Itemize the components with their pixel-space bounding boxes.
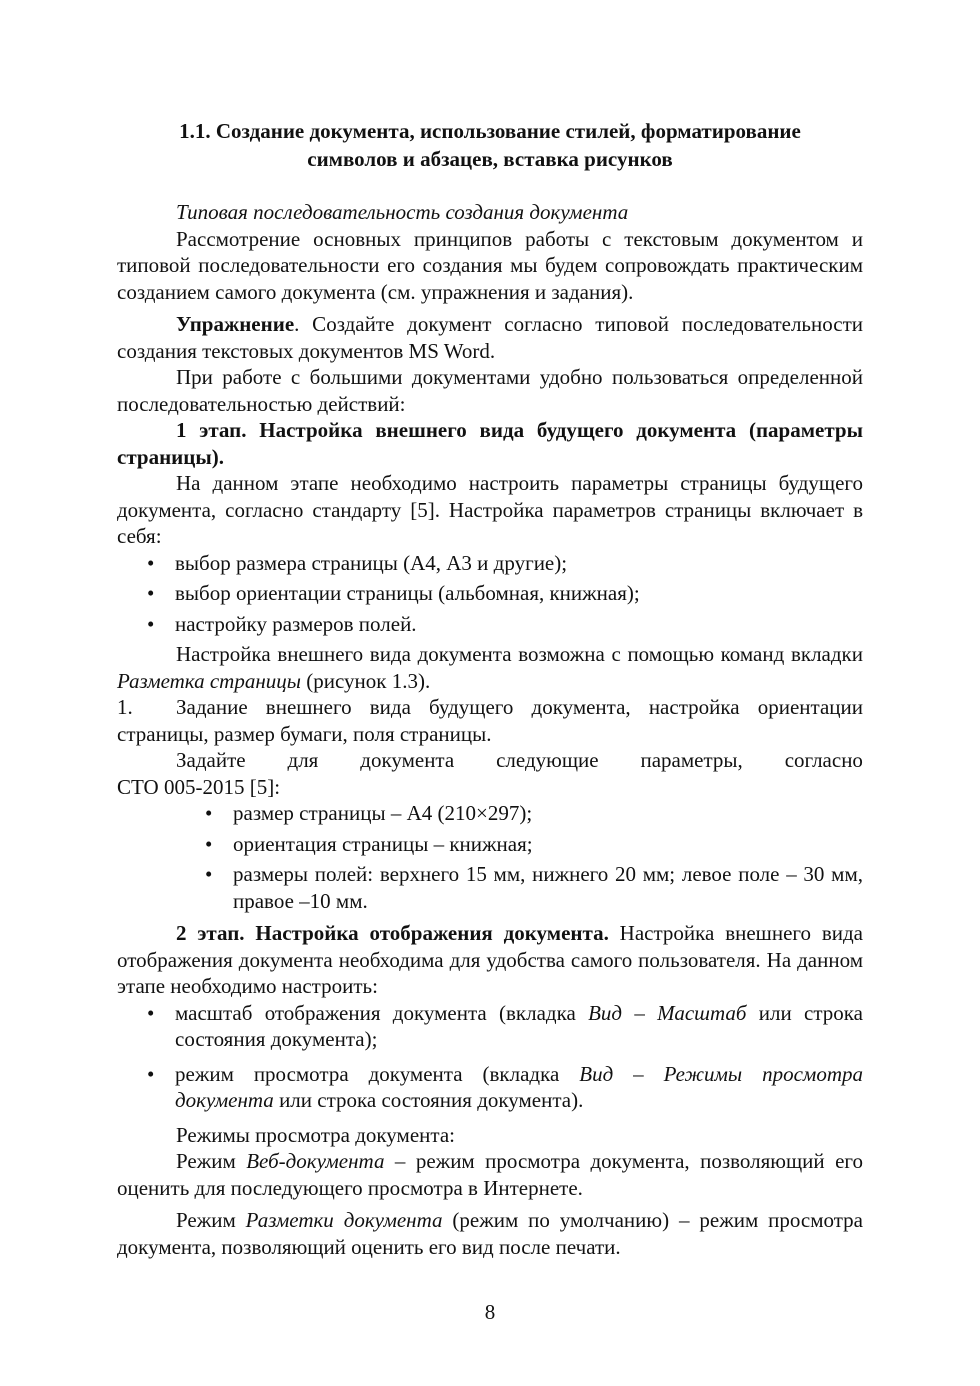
- stage1-text: На данном этапе необходимо настроить параметры страницы будущего документа, согласно стандарту [5]. Настройка параметров страницы включает в себя:: [117, 471, 863, 548]
- mode-text: (режим по умолчанию) – режим просмотра документа, позволяющий оценить его вид после печати.: [117, 1208, 863, 1259]
- layout-mode-term: Разметки документа: [245, 1208, 443, 1232]
- stage2-heading: 2 этап. Настройка отображения документа.: [176, 921, 609, 945]
- section-title-line-2: символов и абзацев, вставка рисунков: [307, 147, 673, 171]
- section-title-line-1: 1.1. Создание документа, использование стилей, форматирование: [179, 119, 801, 143]
- intro-paragraph: Рассмотрение основных принципов работы с текстовым документом и типовой последовательности его создания мы будем сопровождать практическим созданием самого документа (см. упражнения и задания).: [117, 226, 863, 304]
- large-docs-paragraph: При работе с большими документами удобно пользоваться определенной последовательностью действий:: [117, 365, 863, 416]
- figure-ref: (рисунок 1.3).: [301, 668, 431, 693]
- stage2-paragraph: [117, 920, 863, 1000]
- layout-mode-paragraph: [117, 1207, 863, 1260]
- page-params-list: [117, 550, 863, 638]
- display-settings-list: [117, 1000, 863, 1114]
- web-mode-paragraph: [117, 1148, 863, 1201]
- web-mode-term: Веб-документа: [246, 1149, 385, 1173]
- subheading: Типовая последовательность создания документа: [176, 200, 629, 224]
- bullet-text: режим просмотра документа (вкладка: [175, 1061, 580, 1086]
- item-number: 1.: [117, 695, 133, 719]
- list-item: • настройку размеров полей.: [117, 611, 863, 638]
- params-word: согласно: [784, 748, 863, 772]
- item-text: Задание внешнего вида будущего документа, настройка ориентации страницы, размер бумаги, поля страницы.: [117, 695, 863, 746]
- mode-text: – режим просмотра документа, позволяющий его оценить для последующего просмотра в Интернете.: [117, 1149, 863, 1200]
- std-params-list: [117, 800, 863, 914]
- params-word: для: [287, 748, 319, 772]
- params-intro-line: [117, 747, 863, 774]
- mode-text: Режим: [176, 1149, 247, 1173]
- list-item: [117, 1061, 863, 1114]
- params-word: документа: [360, 748, 455, 772]
- mode-text: Режим: [176, 1208, 246, 1232]
- exercise-label: Упражнение: [176, 312, 295, 336]
- numbered-item: [117, 694, 863, 747]
- commands-text: Настройка внешнего вида документа возможна с помощью команд вкладки: [176, 642, 863, 666]
- list-item: • размеры полей: верхнего 15 мм, нижнего 20 мм; левое поле – 30 мм, правое –10 мм.: [117, 861, 863, 914]
- view-modes-tab-ref: Вид – Режимы просмотра документа: [175, 1061, 863, 1112]
- list-item: • размер страницы – А4 (210×297);: [117, 800, 863, 827]
- page-content: [117, 117, 863, 1260]
- stage2-text: Настройка внешнего вида отображения документа необходима для удобства самого пользователя. На данном этапе необходимо настроить:: [117, 921, 863, 998]
- list-item: • выбор размера страницы (А4, А3 и другие);: [117, 550, 863, 577]
- section-title: [117, 117, 863, 173]
- stage1-heading: 1 этап. Настройка внешнего вида будущего документа (параметры страницы).: [117, 418, 863, 469]
- exercise-text: . Создайте документ согласно типовой последовательности создания текстовых документов MS Word.: [117, 312, 863, 363]
- view-modes-title: Режимы просмотра документа:: [176, 1122, 455, 1147]
- bullet-text: или строка состояния документа).: [273, 1088, 584, 1112]
- params-word: параметры,: [640, 748, 743, 772]
- list-item: • выбор ориентации страницы (альбомная, книжная);: [117, 580, 863, 607]
- page-number: 8: [484, 1300, 496, 1324]
- list-item: • ориентация страницы – книжная;: [117, 831, 863, 858]
- page-layout-tab-ref: Разметка страницы: [117, 668, 301, 693]
- bullet-text: масштаб отображения документа (вкладка: [175, 1000, 589, 1025]
- params-word: следующие: [496, 748, 599, 772]
- exercise-paragraph: [117, 311, 863, 364]
- list-item: [117, 1000, 863, 1053]
- zoom-tab-ref: Вид – Масштаб: [588, 1000, 747, 1025]
- params-word: Задайте: [176, 748, 246, 772]
- commands-paragraph: [117, 641, 863, 694]
- standard-ref: СТО 005-2015 [5]:: [117, 774, 281, 799]
- bullet-text: или строка состояния документа);: [175, 1000, 863, 1051]
